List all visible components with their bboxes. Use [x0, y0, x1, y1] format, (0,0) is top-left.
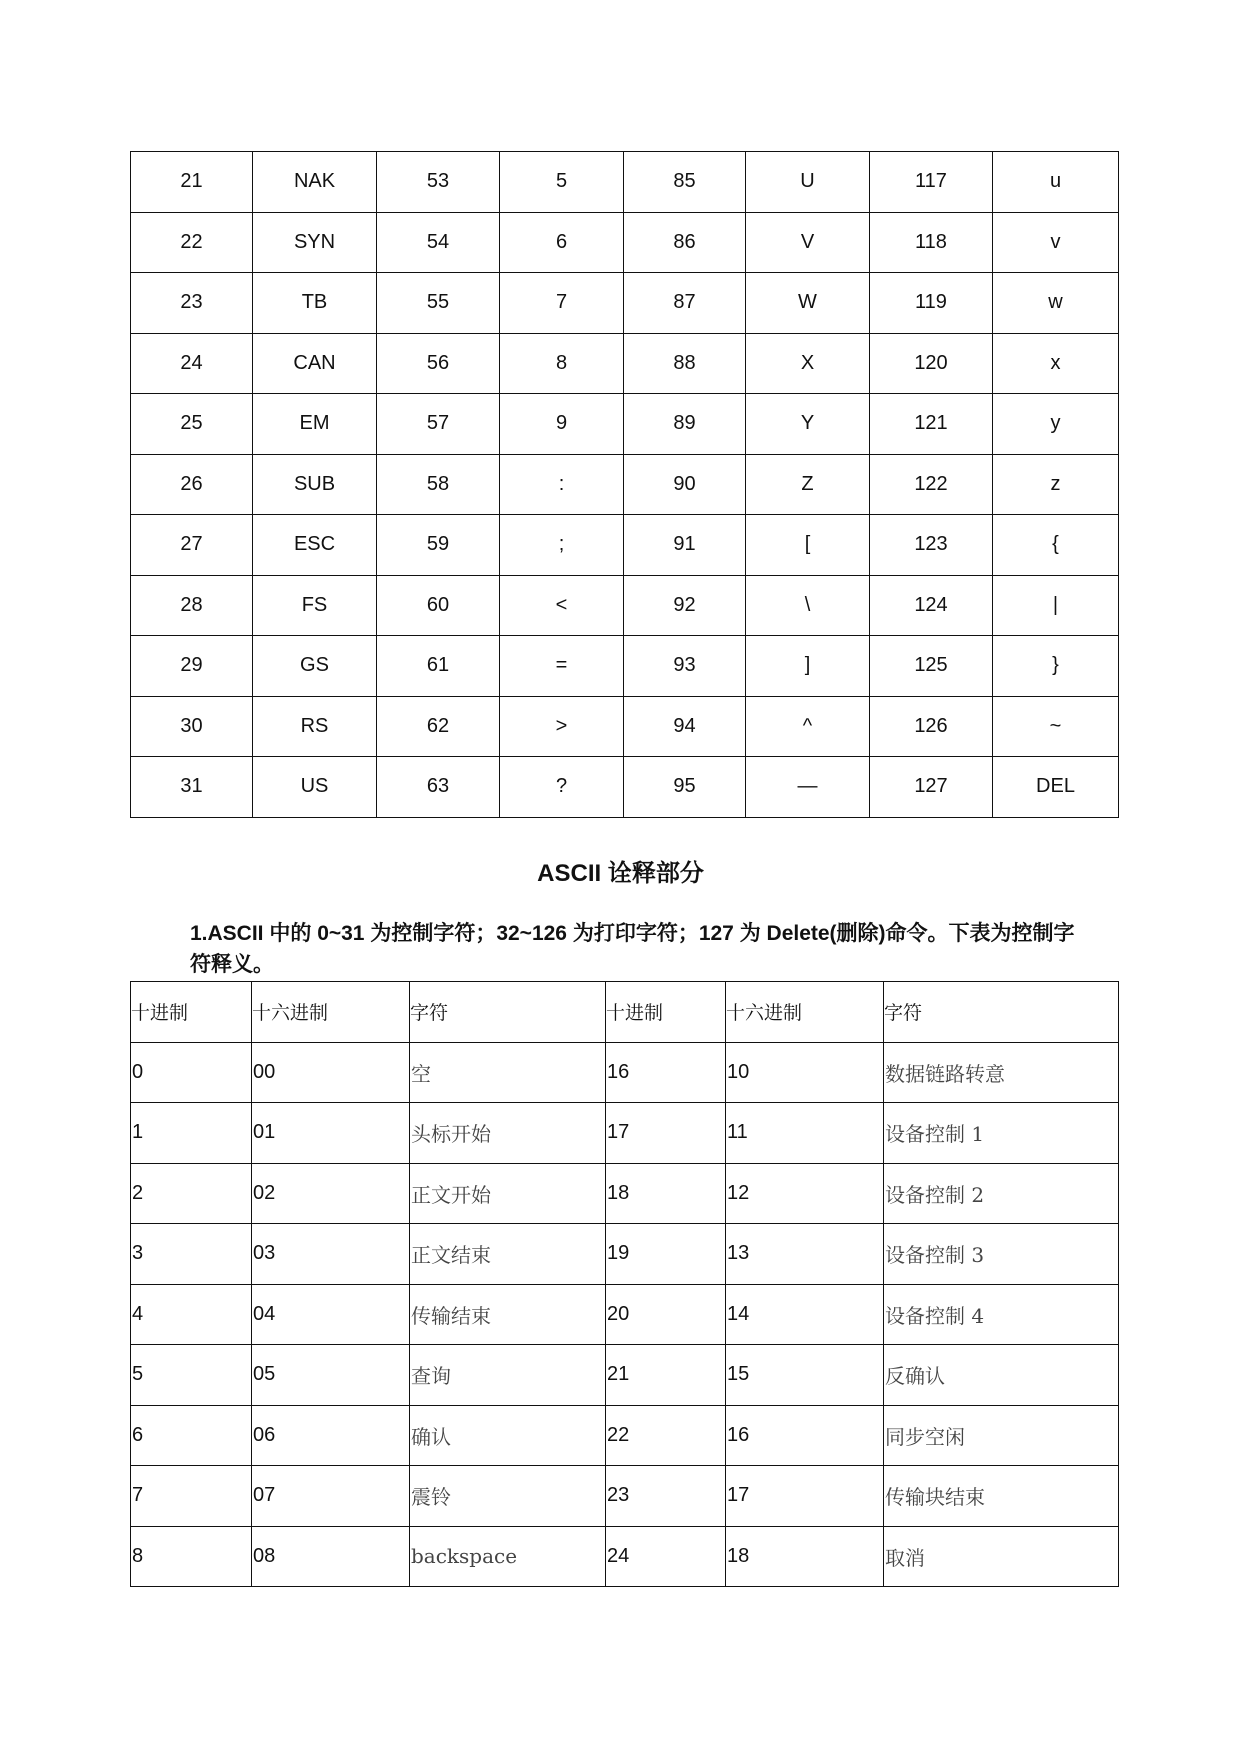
table-cell: 27 [131, 515, 253, 576]
table-cell: 92 [624, 575, 746, 636]
table-cell: 123 [870, 515, 993, 576]
table-cell: 13 [726, 1224, 884, 1285]
table-cell: v [993, 212, 1119, 273]
header-cell: 字符 [884, 982, 1119, 1043]
table-cell: 06 [252, 1405, 410, 1466]
table-row [131, 757, 1119, 818]
table-row [131, 636, 1119, 697]
header-cell: 十进制 [131, 982, 252, 1043]
table-cell: 94 [624, 696, 746, 757]
table-cell: 8 [131, 1526, 252, 1587]
table-cell: 同步空闲 [884, 1405, 1119, 1466]
table-cell: 59 [377, 515, 500, 576]
table-cell: 16 [606, 1042, 726, 1103]
table-cell: 正文开始 [410, 1163, 606, 1224]
table-cell: 设备控制 4 [884, 1284, 1119, 1345]
table-row [131, 1042, 1119, 1103]
table-cell: 58 [377, 454, 500, 515]
table-cell: z [993, 454, 1119, 515]
table-cell: backspace [410, 1526, 606, 1587]
table-cell: W [746, 273, 870, 334]
table-row [131, 1405, 1119, 1466]
table-cell: [ [746, 515, 870, 576]
table-cell: 29 [131, 636, 253, 697]
table-cell: 117 [870, 152, 993, 213]
table-cell: 63 [377, 757, 500, 818]
table-cell: EM [253, 394, 377, 455]
table-cell: ] [746, 636, 870, 697]
table-cell: 1 [131, 1103, 252, 1164]
table-row [131, 394, 1119, 455]
header-cell: 字符 [410, 982, 606, 1043]
table-cell: 2 [131, 1163, 252, 1224]
table-cell: 11 [726, 1103, 884, 1164]
table-cell: 6 [131, 1405, 252, 1466]
table-cell: 07 [252, 1466, 410, 1527]
table-cell: ? [500, 757, 624, 818]
table-cell: 28 [131, 575, 253, 636]
table-cell: 正文结束 [410, 1224, 606, 1285]
table-cell: 7 [131, 1466, 252, 1527]
table-cell: — [746, 757, 870, 818]
table-cell: = [500, 636, 624, 697]
header-cell: 十六进制 [252, 982, 410, 1043]
table-cell: ~ [993, 696, 1119, 757]
table-cell: NAK [253, 152, 377, 213]
table-cell: 57 [377, 394, 500, 455]
table-cell: 60 [377, 575, 500, 636]
table-cell: 9 [500, 394, 624, 455]
table-cell: 91 [624, 515, 746, 576]
table-row [131, 515, 1119, 576]
table-cell: 确认 [410, 1405, 606, 1466]
table-row [131, 1103, 1119, 1164]
table-cell: DEL [993, 757, 1119, 818]
table-cell: 95 [624, 757, 746, 818]
table-cell: 126 [870, 696, 993, 757]
table-cell: 传输块结束 [884, 1466, 1119, 1527]
table-cell: 121 [870, 394, 993, 455]
table-cell: FS [253, 575, 377, 636]
table-cell: 23 [131, 273, 253, 334]
table-cell: 26 [131, 454, 253, 515]
table-cell: 14 [726, 1284, 884, 1345]
table-cell: x [993, 333, 1119, 394]
table-cell: 23 [606, 1466, 726, 1527]
table-header-row [131, 982, 1119, 1043]
table-cell: U [746, 152, 870, 213]
table-row [131, 1526, 1119, 1587]
table-cell: 7 [500, 273, 624, 334]
table-cell: u [993, 152, 1119, 213]
table-cell: 119 [870, 273, 993, 334]
table-cell: 124 [870, 575, 993, 636]
table-cell: 21 [131, 152, 253, 213]
table-cell: 15 [726, 1345, 884, 1406]
header-cell: 十进制 [606, 982, 726, 1043]
table-cell: 头标开始 [410, 1103, 606, 1164]
table-cell: CAN [253, 333, 377, 394]
table-cell: 22 [131, 212, 253, 273]
header-cell: 十六进制 [726, 982, 884, 1043]
table-cell: TB [253, 273, 377, 334]
table-cell: 25 [131, 394, 253, 455]
table-cell: w [993, 273, 1119, 334]
table-row [131, 575, 1119, 636]
table-row [131, 1466, 1119, 1527]
section-title: ASCII 诠释部分 [537, 860, 704, 887]
table-row [131, 212, 1119, 273]
table-cell: 18 [726, 1526, 884, 1587]
table-cell: X [746, 333, 870, 394]
table-cell: US [253, 757, 377, 818]
table-cell: V [746, 212, 870, 273]
table-cell: 127 [870, 757, 993, 818]
table-cell: 空 [410, 1042, 606, 1103]
table-cell: 87 [624, 273, 746, 334]
table-cell: SUB [253, 454, 377, 515]
table-cell: 21 [606, 1345, 726, 1406]
table-cell: \ [746, 575, 870, 636]
table-cell: 90 [624, 454, 746, 515]
table-cell: 00 [252, 1042, 410, 1103]
table-cell: 30 [131, 696, 253, 757]
table-cell: 20 [606, 1284, 726, 1345]
table-cell: 24 [131, 333, 253, 394]
intro-paragraph: 1.ASCII 中的 0~31 为控制字符；32~126 为打印字符；127 为 Delete(删除)命令。下表为控制字符释义。 [190, 922, 1075, 976]
table-cell: 02 [252, 1163, 410, 1224]
table-cell: ^ [746, 696, 870, 757]
table-cell: : [500, 454, 624, 515]
table-cell: Y [746, 394, 870, 455]
table-cell: 查询 [410, 1345, 606, 1406]
table-cell: 08 [252, 1526, 410, 1587]
table-cell: 61 [377, 636, 500, 697]
table-cell: 震铃 [410, 1466, 606, 1527]
table-cell: y [993, 394, 1119, 455]
table-cell: 53 [377, 152, 500, 213]
table-row [131, 696, 1119, 757]
table-cell: Z [746, 454, 870, 515]
table-cell: 05 [252, 1345, 410, 1406]
table-cell: 5 [131, 1345, 252, 1406]
table-cell: | [993, 575, 1119, 636]
table-cell: 22 [606, 1405, 726, 1466]
table-cell: 10 [726, 1042, 884, 1103]
table-cell: 85 [624, 152, 746, 213]
table-row [131, 273, 1119, 334]
table-cell: 设备控制 1 [884, 1103, 1119, 1164]
table-cell: 93 [624, 636, 746, 697]
table-cell: 01 [252, 1103, 410, 1164]
table-cell: 16 [726, 1405, 884, 1466]
table-row [131, 1163, 1119, 1224]
table-cell: 55 [377, 273, 500, 334]
table-cell: ESC [253, 515, 377, 576]
table-cell: ; [500, 515, 624, 576]
ascii-code-table [130, 151, 1119, 818]
table-cell: 88 [624, 333, 746, 394]
table-cell: GS [253, 636, 377, 697]
table-cell: 3 [131, 1224, 252, 1285]
table-cell: 数据链路转意 [884, 1042, 1119, 1103]
table-cell: 31 [131, 757, 253, 818]
table-cell: 12 [726, 1163, 884, 1224]
table-cell: 120 [870, 333, 993, 394]
table-cell: 04 [252, 1284, 410, 1345]
table-row [131, 1224, 1119, 1285]
table-cell: 54 [377, 212, 500, 273]
table-cell: 8 [500, 333, 624, 394]
table-cell: 03 [252, 1224, 410, 1285]
table-cell: 17 [606, 1103, 726, 1164]
table-cell: RS [253, 696, 377, 757]
table-cell: < [500, 575, 624, 636]
table-row [131, 152, 1119, 213]
table-cell: 传输结束 [410, 1284, 606, 1345]
table-cell: 122 [870, 454, 993, 515]
table-row [131, 333, 1119, 394]
table-cell: { [993, 515, 1119, 576]
table-cell: 设备控制 2 [884, 1163, 1119, 1224]
table-cell: 4 [131, 1284, 252, 1345]
table-cell: 17 [726, 1466, 884, 1527]
table-cell: 6 [500, 212, 624, 273]
table-cell: > [500, 696, 624, 757]
table-row [131, 1284, 1119, 1345]
table-cell: 设备控制 3 [884, 1224, 1119, 1285]
table-cell: 取消 [884, 1526, 1119, 1587]
table-cell: 125 [870, 636, 993, 697]
table-cell: 18 [606, 1163, 726, 1224]
table-cell: SYN [253, 212, 377, 273]
table-cell: 118 [870, 212, 993, 273]
table-row [131, 454, 1119, 515]
table-cell: 0 [131, 1042, 252, 1103]
table-cell: 56 [377, 333, 500, 394]
control-character-table [130, 981, 1119, 1587]
table-cell: 86 [624, 212, 746, 273]
table-cell: 5 [500, 152, 624, 213]
table-row [131, 1345, 1119, 1406]
table-cell: 19 [606, 1224, 726, 1285]
table-cell: 89 [624, 394, 746, 455]
table-cell: 反确认 [884, 1345, 1119, 1406]
table-cell: 62 [377, 696, 500, 757]
table-cell: } [993, 636, 1119, 697]
table-cell: 24 [606, 1526, 726, 1587]
